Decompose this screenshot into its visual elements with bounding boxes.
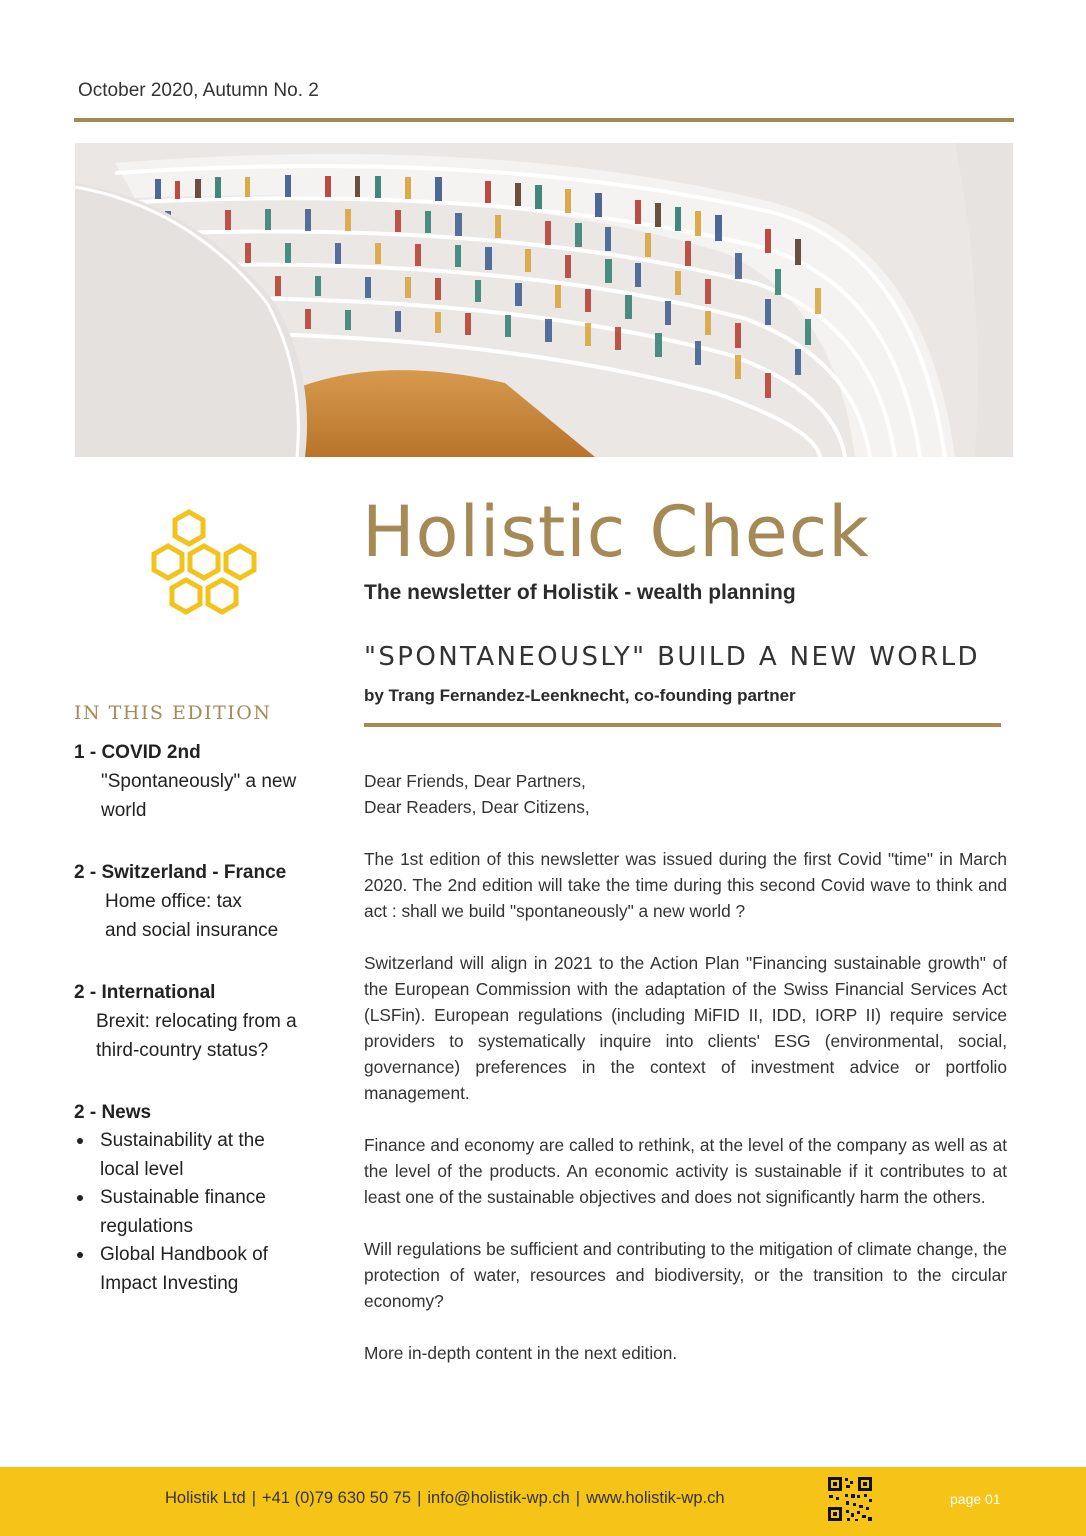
- list-item: [74, 1184, 344, 1241]
- article-paragraph: More in-depth content in the next edition.: [364, 1343, 678, 1363]
- toc-section: [74, 978, 344, 1065]
- newsletter-title: Holistic Check: [362, 491, 870, 573]
- toc-section-desc: "Spontaneously" a new: [101, 771, 297, 792]
- toc-section: [74, 738, 344, 825]
- list-item: [74, 1241, 344, 1298]
- footer-company: Holistik Ltd: [165, 1489, 246, 1507]
- toc-news-list: [74, 1127, 344, 1298]
- newsletter-subtitle: The newsletter of Holistik - wealth planning: [364, 581, 796, 604]
- toc-section-title: 2 - Switzerland - France: [74, 862, 287, 883]
- greeting-line: Dear Friends, Dear Partners,: [364, 771, 586, 791]
- list-item-line: Sustainability at the: [100, 1130, 265, 1151]
- footer-bar: [0, 1467, 1086, 1536]
- greeting-line: Dear Readers, Dear Citizens,: [364, 797, 590, 817]
- article-byline: by Trang Fernandez-Leenknecht, co-founding partner: [364, 686, 796, 705]
- toc-section-desc: Home office: tax: [105, 891, 242, 912]
- toc-section: [74, 1098, 344, 1298]
- footer-separator: |: [251, 1489, 256, 1507]
- toc-section-desc: and social insurance: [105, 920, 279, 941]
- hero-image: [75, 143, 1013, 457]
- list-item-line: Global Handbook of: [100, 1244, 268, 1265]
- footer-separator: |: [575, 1489, 581, 1507]
- list-item-line: regulations: [100, 1215, 193, 1237]
- article-paragraph: Finance and economy are called to rethink, at the level of the company as well as at the level of the products. An economic activity is sustainable if it contributes to at least one of the sustainable objectives and does not significantly harm the others.: [364, 1135, 1007, 1207]
- page-number: page 01: [950, 1491, 1001, 1507]
- footer-phone[interactable]: +41 (0)79 630 50 75: [262, 1489, 412, 1507]
- article-paragraph: The 1st edition of this newsletter was issued during the first Covid "time" in March 2020. The 2nd edition will take the time during this second Covid wave to think and act : shall we build "spontaneously" a new world ?: [364, 849, 1007, 921]
- toc-heading: IN THIS EDITION: [74, 702, 272, 724]
- toc-section: [74, 858, 344, 945]
- footer-contact: [165, 1489, 725, 1508]
- article-headline: "SPONTANEOUSLY" BUILD A NEW WORLD: [364, 642, 980, 672]
- footer-separator: |: [417, 1489, 422, 1507]
- list-item-line: Impact Investing: [100, 1272, 239, 1294]
- toc-section-desc: third-country status?: [96, 1040, 269, 1061]
- edition-line: October 2020, Autumn No. 2: [78, 80, 319, 101]
- list-item-line: local level: [100, 1158, 184, 1180]
- headline-divider: [364, 723, 1001, 727]
- toc-section-title: 2 - International: [74, 982, 216, 1003]
- list-item-line: Sustainable finance: [100, 1187, 266, 1208]
- article-paragraph: Switzerland will align in 2021 to the Action Plan "Financing sustainable growth" of the European Commission with the adaptation of the Swiss Financial Services Act (LSFin). European regulations (including MiFID II, IDD, IORP II) require service providers to systematically inquire into clients' ESG (environmental, social, governance) preferences in the context of investment advice or portfolio management.: [364, 953, 1007, 1103]
- toc-section-title: 1 - COVID 2nd: [74, 742, 201, 763]
- toc-section-title: 2 - News: [74, 1102, 152, 1123]
- article-paragraph: Will regulations be sufficient and contributing to the mitigation of climate change, the protection of water, resources and biodiversity, or the transition to the circular economy?: [364, 1239, 1007, 1311]
- honeycomb-logo-icon: [144, 508, 260, 616]
- qr-code-icon: [826, 1475, 874, 1523]
- sidebar-toc: [74, 702, 344, 1331]
- footer-email-link[interactable]: info@holistik-wp.ch: [427, 1489, 570, 1507]
- toc-section-desc: Brexit: relocating from a: [96, 1011, 297, 1032]
- list-item: [74, 1127, 344, 1184]
- library-bookshelves-image: [75, 143, 1013, 457]
- toc-section-desc: world: [101, 800, 147, 821]
- article-body: [364, 768, 1007, 1392]
- footer-website-link[interactable]: www.holistik-wp.ch: [586, 1489, 725, 1507]
- top-divider: [74, 118, 1014, 122]
- greeting: [364, 768, 1007, 820]
